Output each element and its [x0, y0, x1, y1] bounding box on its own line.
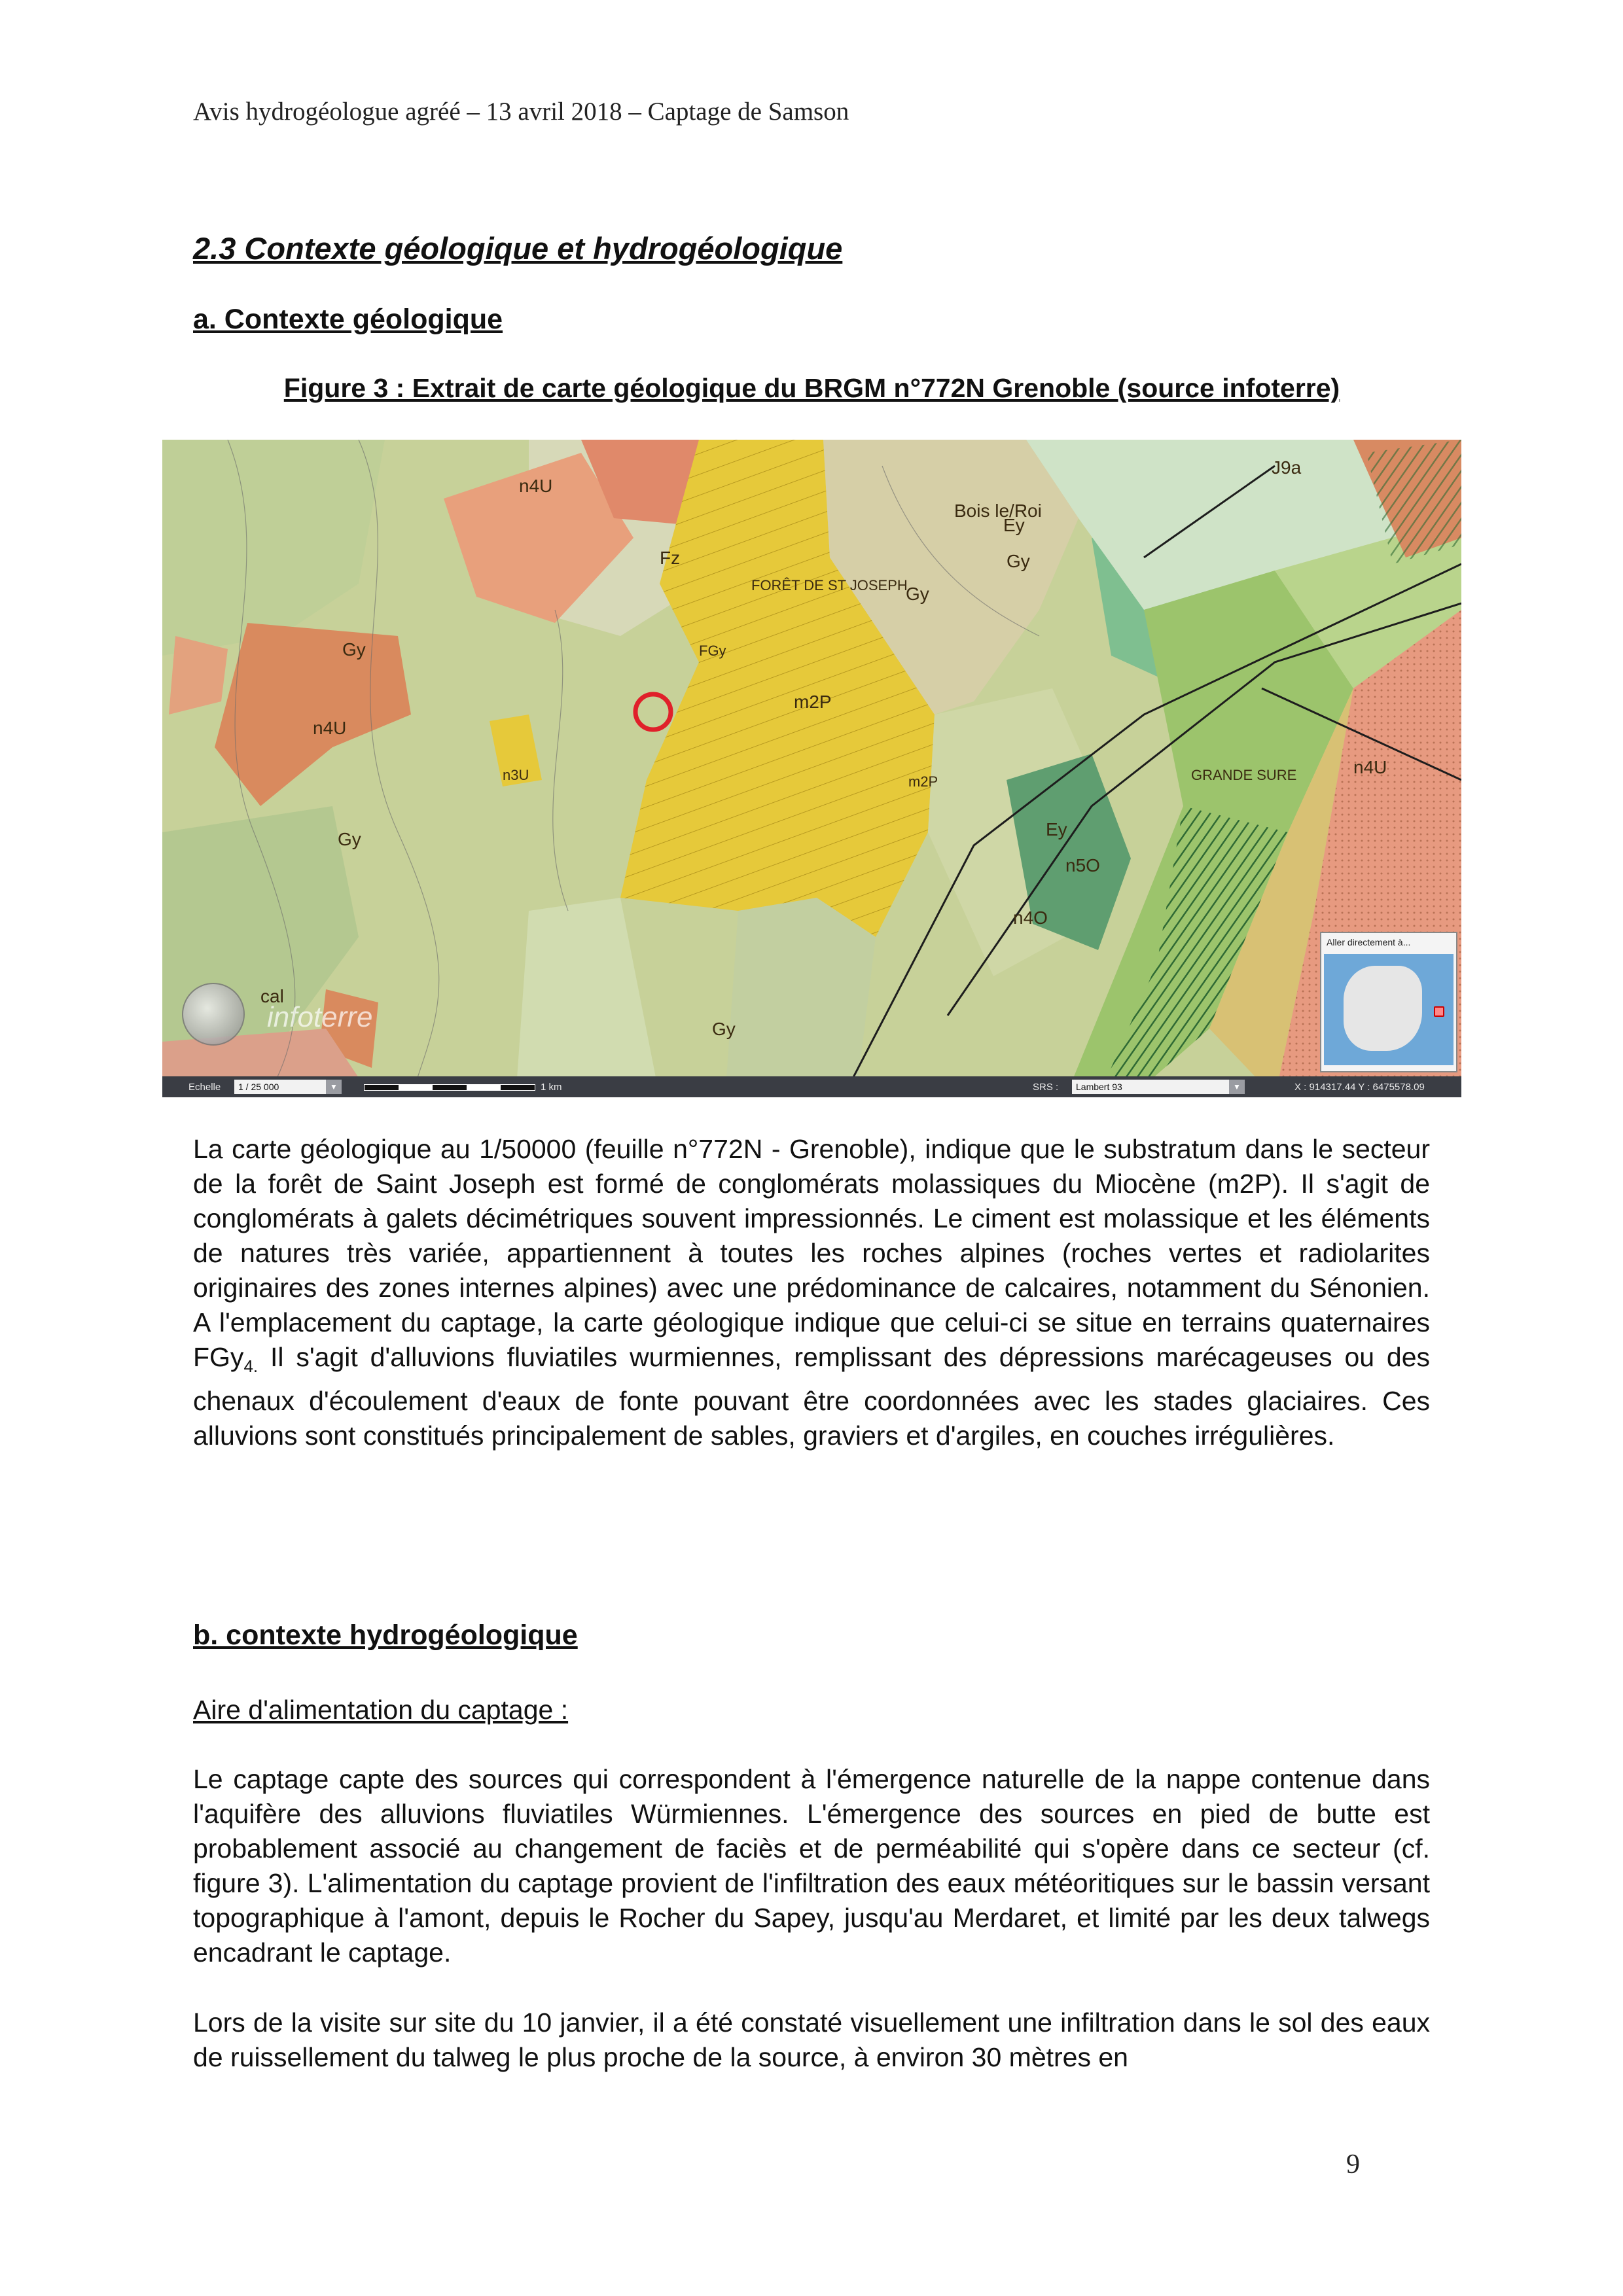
inset-goto-label[interactable]: Aller directement à...: [1327, 937, 1411, 947]
paragraph-hydrogeology-2: Lors de la visite sur site du 10 janvier, il a été constaté visuellement une infiltration dans le sol des eaux de ruissellement du talweg le plus proche de la source, à environ 30 mètres en: [193, 2007, 1430, 2072]
scalebar-unit: 1 km: [541, 1082, 562, 1093]
location-pin-icon: [1434, 1006, 1444, 1017]
map-label: Gy: [906, 584, 929, 604]
map-label: Gy: [342, 639, 366, 660]
map-label: n4U: [1353, 757, 1387, 777]
map-label: Fz: [660, 548, 681, 568]
map-label: m2P: [794, 692, 832, 712]
map-label: n3U: [503, 767, 529, 783]
map-overview-inset[interactable]: [1320, 932, 1457, 1072]
map-label: GRANDE SURE: [1191, 767, 1297, 783]
map-label: Bois le/Roi: [954, 501, 1042, 521]
figure-caption: Figure 3 : Extrait de carte géologique du BRGM n°772N Grenoble (source infoterre): [283, 373, 1340, 403]
alimentation-subheading: Aire d'alimentation du captage :: [193, 1695, 569, 1725]
map-navigation-knob[interactable]: [182, 983, 245, 1046]
overview-land: [1344, 966, 1422, 1051]
map-label: FGy: [699, 643, 726, 659]
map-label: n4O: [1013, 908, 1048, 928]
map-status-bar: [162, 1076, 1461, 1097]
map-label: Ey: [1003, 515, 1025, 535]
map-canvas: [162, 440, 1461, 1097]
paragraph-geology-text: La carte géologique au 1/50000 (feuille n°772N - Grenoble), indique que le substratum dans le secteur de la forêt de Saint Joseph est formé de conglomérats molassiques du Miocène (m2P). Il s'agit de conglomérats à galets décimétriques souvent impressionnés. Le ciment est molassique et les éléments de natures très variée, appartiennent à toutes les roches alpines (roches vertes et radiolarites originaires des zones internes alpines) avec une prédominance de calcaires, notamment du Sénonien. A l'emplacement du captage, la carte géologique indique que celui-ci se situe en terrains quaternaires FGy: [193, 1134, 1430, 1372]
running-header: Avis hydrogéologue agréé – 13 avril 2018 – Captage de Samson: [193, 97, 849, 126]
chevron-down-icon[interactable]: ▼: [326, 1080, 342, 1094]
paragraph-geology: [193, 1132, 1430, 1453]
geological-map[interactable]: [162, 440, 1461, 1097]
map-label: Gy: [338, 829, 361, 849]
map-label: n4U: [313, 718, 347, 738]
scalebar: [364, 1084, 535, 1091]
scale-label: Echelle: [188, 1082, 221, 1093]
paragraph-geology-end: Il s'agit d'alluvions fluviatiles wurmiennes, remplissant des dépressions marécageuses ou des chenaux d'écoulement d'eaux de fonte pouvant être coordonnées avec les stades glaciaires. Ces alluvions sont constitués principalement de sables, graviers et d'argiles, en couches irrégulières.: [193, 1342, 1430, 1451]
section-title: 2.3 Contexte géologique et hydrogéologique: [193, 231, 843, 266]
map-label: m2P: [908, 773, 938, 790]
map-label: Gy: [1007, 551, 1030, 571]
scale-select[interactable]: 1 / 25 000: [234, 1080, 326, 1094]
subsection-b-title: b. contexte hydrogéologique: [193, 1619, 578, 1651]
map-label: n4U: [519, 476, 553, 496]
subsection-a-title: a. Contexte géologique: [193, 304, 503, 335]
map-label: Gy: [712, 1019, 736, 1039]
coordinates-readout: X : 914317.44 Y : 6475578.09: [1294, 1082, 1425, 1093]
map-label: Ey: [1046, 819, 1067, 839]
chevron-down-icon[interactable]: ▼: [1229, 1080, 1245, 1094]
subscript-4: 4.: [243, 1356, 259, 1377]
paragraph-hydrogeology-1: Le captage capte des sources qui correspondent à l'émergence naturelle de la nappe contenue dans l'aquifère des alluvions fluviatiles Würmiennes. L'émergence des sources en pied de butte est probablement associé au changement de faciès et de perméabilité qui s'opère dans ce secteur (cf. figure 3). L'alimentation du captage provient de l'infiltration des eaux météoritiques sur le bassin versant topographique à l'amont, depuis le Rocher du Sapey, jusqu'au Merdaret, et limité par les deux talwegs encadrant le captage.: [193, 1764, 1430, 1968]
map-label: FORÊT DE ST JOSEPH: [751, 577, 908, 593]
map-label: n5O: [1065, 855, 1100, 875]
map-watermark: infoterre: [267, 1001, 373, 1033]
overview-map[interactable]: [1324, 954, 1454, 1065]
srs-select[interactable]: Lambert 93: [1072, 1080, 1229, 1094]
map-label: cal: [260, 986, 284, 1006]
map-label: J9a: [1272, 457, 1302, 478]
page-number: 9: [1346, 2149, 1360, 2180]
srs-label: SRS :: [1033, 1082, 1059, 1093]
